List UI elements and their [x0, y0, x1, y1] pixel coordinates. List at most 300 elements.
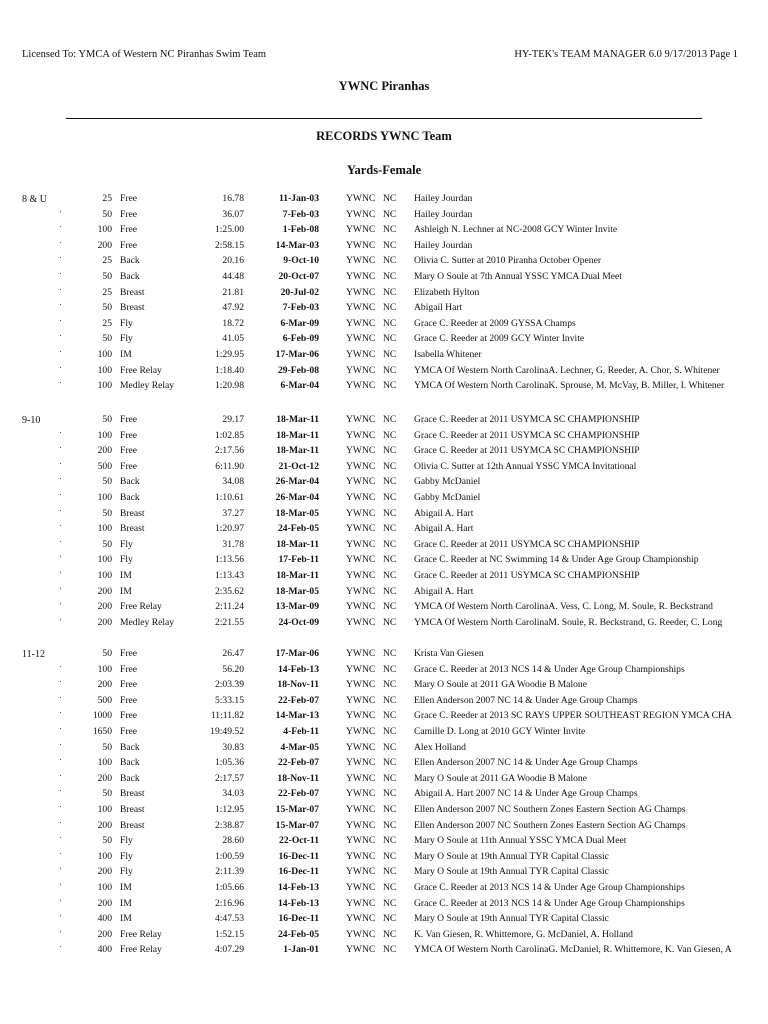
record-time: 2:38.87: [214, 819, 244, 831]
record-row: [0, 679, 768, 695]
record-stroke: Fly: [120, 850, 133, 862]
record-team: YWNC: [346, 286, 376, 298]
record-name: Grace C. Reeder at 2013 NCS 14 & Under Age Group Championships: [414, 897, 685, 909]
record-time: 44.48: [222, 271, 244, 282]
record-stroke: Back: [120, 476, 140, 488]
record-lsc: NC: [383, 601, 397, 613]
record-team: YWNC: [346, 897, 376, 909]
record-name: Grace C. Reeder at 2013 SC RAYS UPPER SOUTHEAST REGION YMCA CHA: [414, 710, 732, 722]
record-team: YWNC: [346, 507, 376, 519]
record-stroke: Back: [120, 772, 140, 784]
record-dist: 200: [97, 239, 112, 251]
record-name: YMCA Of Western North CarolinaA. Lechner, G. Reeder, A. Chor, S. Whitener: [414, 364, 720, 376]
row-tick-mark: [60, 304, 61, 305]
record-date: 11-Jan-03: [279, 193, 319, 204]
record-stroke: Free: [120, 224, 138, 236]
record-time: 2:16.96: [214, 897, 244, 909]
record-date: 18-Nov-11: [277, 772, 319, 784]
record-date: 17-Feb-11: [278, 554, 319, 566]
record-dist: 100: [97, 757, 112, 769]
record-stroke: Free: [120, 239, 138, 251]
record-time: 2:17.56: [214, 445, 244, 457]
record-name: YMCA Of Western North CarolinaG. McDaniel, R. Whittemore, K. Van Giesen, A: [414, 944, 732, 956]
record-lsc: NC: [383, 492, 397, 503]
record-lsc: NC: [383, 741, 397, 753]
record-time: 1:05.36: [214, 757, 244, 769]
record-dist: 100: [97, 570, 112, 581]
record-date: 6-Mar-04: [280, 380, 319, 392]
row-tick-mark: [60, 712, 61, 713]
row-tick-mark: [60, 946, 61, 947]
record-name: Ellen Anderson 2007 NC Southern Zones Eastern Section AG Champs: [414, 804, 686, 815]
row-tick-mark: [60, 382, 61, 383]
record-team: YWNC: [346, 601, 376, 613]
record-lsc: NC: [383, 554, 397, 566]
record-row: [0, 193, 768, 209]
record-dist: 50: [102, 788, 112, 800]
record-name: YMCA Of Western North CarolinaM. Soule, R. Beckstrand, G. Reeder, C. Long: [414, 616, 723, 628]
record-row: [0, 648, 768, 664]
row-tick-mark: [60, 728, 61, 729]
record-name: Grace C. Reeder at 2011 USYMCA SC CHAMPIONSHIP: [414, 429, 640, 441]
record-name: Grace C. Reeder at 2011 USYMCA SC CHAMPIONSHIP: [414, 570, 640, 581]
record-team: YWNC: [346, 271, 376, 282]
record-time: 30.83: [222, 741, 244, 753]
record-lsc: NC: [383, 804, 397, 815]
record-team: YWNC: [346, 819, 376, 831]
record-date: 4-Mar-05: [280, 741, 319, 753]
record-name: Krista Van Giesen: [414, 648, 484, 659]
row-tick-mark: [60, 806, 61, 807]
record-name: Mary O Soule at 7th Annual YSSC YMCA Dual Meet: [414, 271, 622, 282]
record-stroke: Free Relay: [120, 601, 162, 613]
record-row: [0, 804, 768, 820]
record-time: 31.78: [222, 538, 244, 550]
record-name: Hailey Jourdan: [414, 208, 473, 220]
record-name: Alex Holland: [414, 741, 466, 753]
record-name: Grace C. Reeder at 2013 NCS 14 & Under Age Group Championships: [414, 663, 685, 675]
record-team: YWNC: [346, 317, 376, 329]
record-team: YWNC: [346, 648, 376, 659]
record-row: [0, 365, 768, 381]
record-lsc: NC: [383, 663, 397, 675]
record-stroke: IM: [120, 897, 132, 909]
record-team: YWNC: [346, 772, 376, 784]
record-time: 20.16: [222, 255, 244, 267]
record-stroke: Fly: [120, 317, 133, 329]
row-tick-mark: [60, 603, 61, 604]
record-lsc: NC: [383, 570, 397, 581]
record-dist: 100: [97, 224, 112, 236]
row-tick-mark: [60, 367, 61, 368]
record-name: Abigail A. Hart: [414, 585, 474, 597]
row-tick-mark: [60, 822, 61, 823]
record-time: 16.78: [222, 193, 244, 204]
record-lsc: NC: [383, 726, 397, 737]
row-tick-mark: [60, 775, 61, 776]
row-tick-mark: [60, 853, 61, 854]
record-row: [0, 508, 768, 524]
record-dist: 25: [102, 193, 112, 204]
records-title: RECORDS YWNC Team: [316, 129, 452, 143]
record-time: 1:20.97: [214, 523, 244, 535]
record-team: YWNC: [346, 538, 376, 550]
record-row: [0, 224, 768, 240]
record-lsc: NC: [383, 349, 397, 360]
record-dist: 50: [102, 476, 112, 488]
record-dist: 400: [97, 944, 112, 956]
record-time: 1:20.98: [214, 380, 244, 392]
record-row: [0, 742, 768, 758]
record-row: [0, 333, 768, 349]
record-row: [0, 445, 768, 461]
record-team: YWNC: [346, 835, 376, 847]
record-time: 1:12.95: [214, 804, 244, 815]
record-name: Ellen Anderson 2007 NC 14 & Under Age Group Champs: [414, 694, 638, 706]
row-tick-mark: [60, 588, 61, 589]
record-date: 24-Feb-05: [277, 928, 319, 940]
record-team: YWNC: [346, 663, 376, 675]
record-stroke: Medley Relay: [120, 380, 175, 392]
record-dist: 500: [97, 460, 112, 472]
record-date: 22-Feb-07: [277, 788, 319, 800]
record-date: 6-Mar-09: [280, 317, 319, 329]
record-dist: 100: [97, 492, 112, 503]
record-team: YWNC: [346, 944, 376, 956]
record-team: YWNC: [346, 710, 376, 722]
row-tick-mark: [60, 868, 61, 869]
record-dist: 100: [97, 804, 112, 815]
record-date: 20-Jul-02: [280, 286, 319, 298]
record-dist: 25: [102, 317, 112, 329]
record-stroke: Free: [120, 694, 138, 706]
record-time: 2:21.55: [214, 616, 244, 628]
record-time: 4:07.29: [214, 944, 244, 956]
record-time: 29.17: [222, 414, 244, 425]
record-row: [0, 380, 768, 396]
record-team: YWNC: [346, 788, 376, 800]
record-lsc: NC: [383, 850, 397, 862]
record-lsc: NC: [383, 523, 397, 535]
record-stroke: Breast: [120, 507, 145, 519]
record-date: 18-Nov-11: [277, 679, 319, 691]
record-time: 28.60: [222, 835, 244, 847]
record-lsc: NC: [383, 507, 397, 519]
record-stroke: Fly: [120, 835, 133, 847]
record-row: [0, 287, 768, 303]
record-team: YWNC: [346, 694, 376, 706]
record-row: [0, 318, 768, 334]
record-date: 21-Oct-12: [278, 460, 319, 472]
record-dist: 200: [97, 601, 112, 613]
record-time: 5:33.15: [214, 694, 244, 706]
row-tick-mark: [60, 681, 61, 682]
record-team: YWNC: [346, 616, 376, 628]
record-name: Mary O Soule at 19th Annual TYR Capital Classic: [414, 850, 609, 862]
record-stroke: Free Relay: [120, 364, 162, 376]
record-dist: 50: [102, 414, 112, 425]
record-time: 2:03.39: [214, 679, 244, 691]
record-stroke: Free Relay: [120, 944, 162, 956]
record-time: 1:00.59: [214, 850, 244, 862]
record-team: YWNC: [346, 208, 376, 220]
record-name: Grace C. Reeder at 2013 NCS 14 & Under Age Group Championships: [414, 882, 685, 893]
record-stroke: Medley Relay: [120, 616, 175, 628]
record-lsc: NC: [383, 208, 397, 220]
record-date: 14-Mar-13: [275, 710, 319, 722]
record-name: Gabby McDaniel: [414, 476, 481, 488]
record-row: [0, 209, 768, 225]
record-date: 16-Dec-11: [278, 866, 319, 878]
record-team: YWNC: [346, 349, 376, 360]
record-dist: 100: [97, 380, 112, 392]
record-date: 22-Feb-07: [277, 757, 319, 769]
row-tick-mark: [60, 884, 61, 885]
record-dist: 50: [102, 333, 112, 345]
record-date: 6-Feb-09: [282, 333, 319, 345]
record-name: K. Van Giesen, R. Whittemore, G. McDaniel, A. Holland: [414, 928, 633, 940]
record-stroke: Breast: [120, 788, 145, 800]
record-time: 1:13.56: [214, 554, 244, 566]
record-dist: 200: [97, 445, 112, 457]
record-row: [0, 586, 768, 602]
record-time: 18.72: [222, 317, 244, 329]
record-row: [0, 913, 768, 929]
row-tick-mark: [60, 320, 61, 321]
record-time: 1:18.40: [214, 364, 244, 376]
record-time: 34.08: [222, 476, 244, 488]
record-team: YWNC: [346, 913, 376, 925]
record-time: 2:11.39: [215, 866, 244, 878]
record-dist: 200: [97, 616, 112, 628]
record-date: 20-Oct-07: [278, 271, 319, 282]
record-time: 1:29.95: [214, 349, 244, 360]
record-date: 16-Dec-11: [278, 913, 319, 925]
record-date: 24-Feb-05: [277, 523, 319, 535]
record-row: [0, 866, 768, 882]
record-time: 41.05: [222, 333, 244, 345]
row-tick-mark: [60, 900, 61, 901]
record-row: [0, 851, 768, 867]
record-dist: 25: [102, 286, 112, 298]
record-stroke: IM: [120, 882, 132, 893]
record-stroke: Back: [120, 492, 140, 503]
record-date: 13-Mar-09: [275, 601, 319, 613]
record-date: 18-Mar-05: [275, 507, 319, 519]
record-dist: 200: [97, 866, 112, 878]
record-stroke: Free: [120, 429, 138, 441]
record-time: 6:11.90: [215, 460, 244, 472]
record-lsc: NC: [383, 882, 397, 893]
team-title: YWNC Piranhas: [338, 79, 430, 93]
row-tick-mark: [60, 541, 61, 542]
record-stroke: Free: [120, 414, 138, 425]
record-stroke: Free: [120, 445, 138, 457]
record-stroke: Free: [120, 648, 138, 659]
row-tick-mark: [60, 619, 61, 620]
record-date: 14-Feb-13: [277, 663, 319, 675]
record-stroke: Fly: [120, 866, 133, 878]
record-lsc: NC: [383, 928, 397, 940]
record-row: [0, 302, 768, 318]
record-lsc: NC: [383, 239, 397, 251]
row-tick-mark: [60, 697, 61, 698]
license-text: Licensed To: YMCA of Western NC Piranhas Swim Team: [22, 49, 267, 60]
record-team: YWNC: [346, 866, 376, 878]
record-team: YWNC: [346, 476, 376, 488]
record-date: 7-Feb-03: [282, 302, 319, 314]
record-row: [0, 461, 768, 477]
record-stroke: Free: [120, 679, 138, 691]
record-time: 36.07: [222, 208, 244, 220]
record-row: [0, 944, 768, 960]
record-team: YWNC: [346, 429, 376, 441]
record-name: Hailey Jourdan: [414, 193, 473, 204]
record-time: 2:58.15: [214, 239, 244, 251]
record-lsc: NC: [383, 271, 397, 282]
record-lsc: NC: [383, 380, 397, 392]
record-team: YWNC: [346, 757, 376, 769]
record-stroke: Back: [120, 255, 140, 267]
record-row: [0, 492, 768, 508]
record-lsc: NC: [383, 648, 397, 659]
record-stroke: Free: [120, 208, 138, 220]
record-lsc: NC: [383, 460, 397, 472]
record-time: 37.27: [222, 507, 244, 519]
record-name: Hailey Jourdan: [414, 239, 473, 251]
record-team: YWNC: [346, 193, 376, 204]
record-date: 18-Mar-11: [276, 429, 319, 441]
row-tick-mark: [60, 289, 61, 290]
record-name: Gabby McDaniel: [414, 492, 481, 503]
record-row: [0, 240, 768, 256]
record-date: 14-Feb-13: [277, 897, 319, 909]
record-team: YWNC: [346, 554, 376, 566]
record-dist: 100: [97, 349, 112, 360]
record-team: YWNC: [346, 460, 376, 472]
record-name: Grace C. Reeder at NC Swimming 14 & Under Age Group Championship: [414, 554, 699, 566]
record-stroke: Breast: [120, 302, 145, 314]
app-info: HY-TEK's TEAM MANAGER 6.0 9/17/2013 Page 1: [514, 49, 738, 60]
record-time: 1:05.66: [214, 882, 244, 893]
record-date: 18-Mar-11: [276, 445, 319, 457]
record-team: YWNC: [346, 255, 376, 267]
record-name: Ellen Anderson 2007 NC 14 & Under Age Group Champs: [414, 757, 638, 769]
record-time: 2:35.62: [214, 585, 244, 597]
record-stroke: IM: [120, 913, 132, 925]
record-date: 9-Oct-10: [283, 255, 319, 267]
row-tick-mark: [60, 447, 61, 448]
record-lsc: NC: [383, 866, 397, 878]
record-row: [0, 773, 768, 789]
record-date: 26-Mar-04: [275, 492, 319, 503]
record-date: 17-Mar-06: [275, 648, 319, 659]
record-date: 18-Mar-05: [275, 585, 319, 597]
record-team: YWNC: [346, 882, 376, 893]
record-stroke: Breast: [120, 523, 145, 535]
record-dist: 200: [97, 819, 112, 831]
record-row: [0, 523, 768, 539]
row-tick-mark: [60, 226, 61, 227]
record-time: 1:52.15: [214, 928, 244, 940]
record-name: Isabella Whitener: [414, 349, 482, 360]
record-date: 4-Feb-11: [283, 726, 319, 737]
record-time: 11:11.82: [210, 710, 244, 722]
record-row: [0, 617, 768, 633]
row-tick-mark: [60, 211, 61, 212]
record-name: Grace C. Reeder at 2009 GYSSA Champs: [414, 317, 576, 329]
record-team: YWNC: [346, 804, 376, 815]
age-group-label: 8 & U: [22, 194, 47, 205]
row-tick-mark: [60, 242, 61, 243]
record-stroke: Free: [120, 726, 138, 737]
record-lsc: NC: [383, 193, 397, 204]
record-lsc: NC: [383, 476, 397, 488]
record-time: 2:11.24: [215, 601, 244, 613]
record-lsc: NC: [383, 788, 397, 800]
record-stroke: IM: [120, 585, 132, 597]
record-row: [0, 430, 768, 446]
record-row: [0, 255, 768, 271]
row-tick-mark: [60, 494, 61, 495]
record-row: [0, 835, 768, 851]
record-name: Mary O Soule at 19th Annual TYR Capital Classic: [414, 866, 609, 878]
record-team: YWNC: [346, 224, 376, 236]
record-lsc: NC: [383, 364, 397, 376]
record-stroke: Free: [120, 710, 138, 722]
record-stroke: IM: [120, 570, 132, 581]
record-name: Abigail A. Hart: [414, 523, 474, 535]
record-name: Abigail A. Hart 2007 NC 14 & Under Age Group Champs: [414, 788, 638, 800]
record-lsc: NC: [383, 616, 397, 628]
record-lsc: NC: [383, 772, 397, 784]
record-lsc: NC: [383, 538, 397, 550]
record-time: 21.81: [222, 286, 244, 298]
row-tick-mark: [60, 510, 61, 511]
record-date: 22-Oct-11: [279, 835, 319, 847]
record-row: [0, 898, 768, 914]
record-lsc: NC: [383, 333, 397, 345]
record-dist: 200: [97, 585, 112, 597]
record-time: 34.03: [222, 788, 244, 800]
row-tick-mark: [60, 666, 61, 667]
record-team: YWNC: [346, 850, 376, 862]
record-name: Mary O Soule at 2011 GA Woodie B Malone: [414, 679, 587, 691]
record-name: Ellen Anderson 2007 NC Southern Zones Eastern Section AG Champs: [414, 819, 686, 831]
record-stroke: Back: [120, 741, 140, 753]
record-dist: 100: [97, 523, 112, 535]
record-team: YWNC: [346, 928, 376, 940]
row-tick-mark: [60, 525, 61, 526]
record-row: [0, 271, 768, 287]
record-lsc: NC: [383, 445, 397, 457]
record-dist: 100: [97, 554, 112, 566]
record-time: 2:17.57: [214, 772, 244, 784]
record-lsc: NC: [383, 317, 397, 329]
record-lsc: NC: [383, 429, 397, 441]
record-dist: 25: [102, 255, 112, 267]
record-name: Olivia C. Sutter at 2010 Piranha October Opener: [414, 255, 602, 267]
record-stroke: Breast: [120, 819, 145, 831]
record-date: 15-Mar-07: [275, 819, 319, 831]
record-date: 1-Feb-08: [282, 224, 319, 236]
record-time: 26.47: [222, 648, 244, 659]
row-tick-mark: [60, 759, 61, 760]
record-team: YWNC: [346, 523, 376, 535]
row-tick-mark: [60, 556, 61, 557]
record-team: YWNC: [346, 333, 376, 345]
record-lsc: NC: [383, 944, 397, 956]
